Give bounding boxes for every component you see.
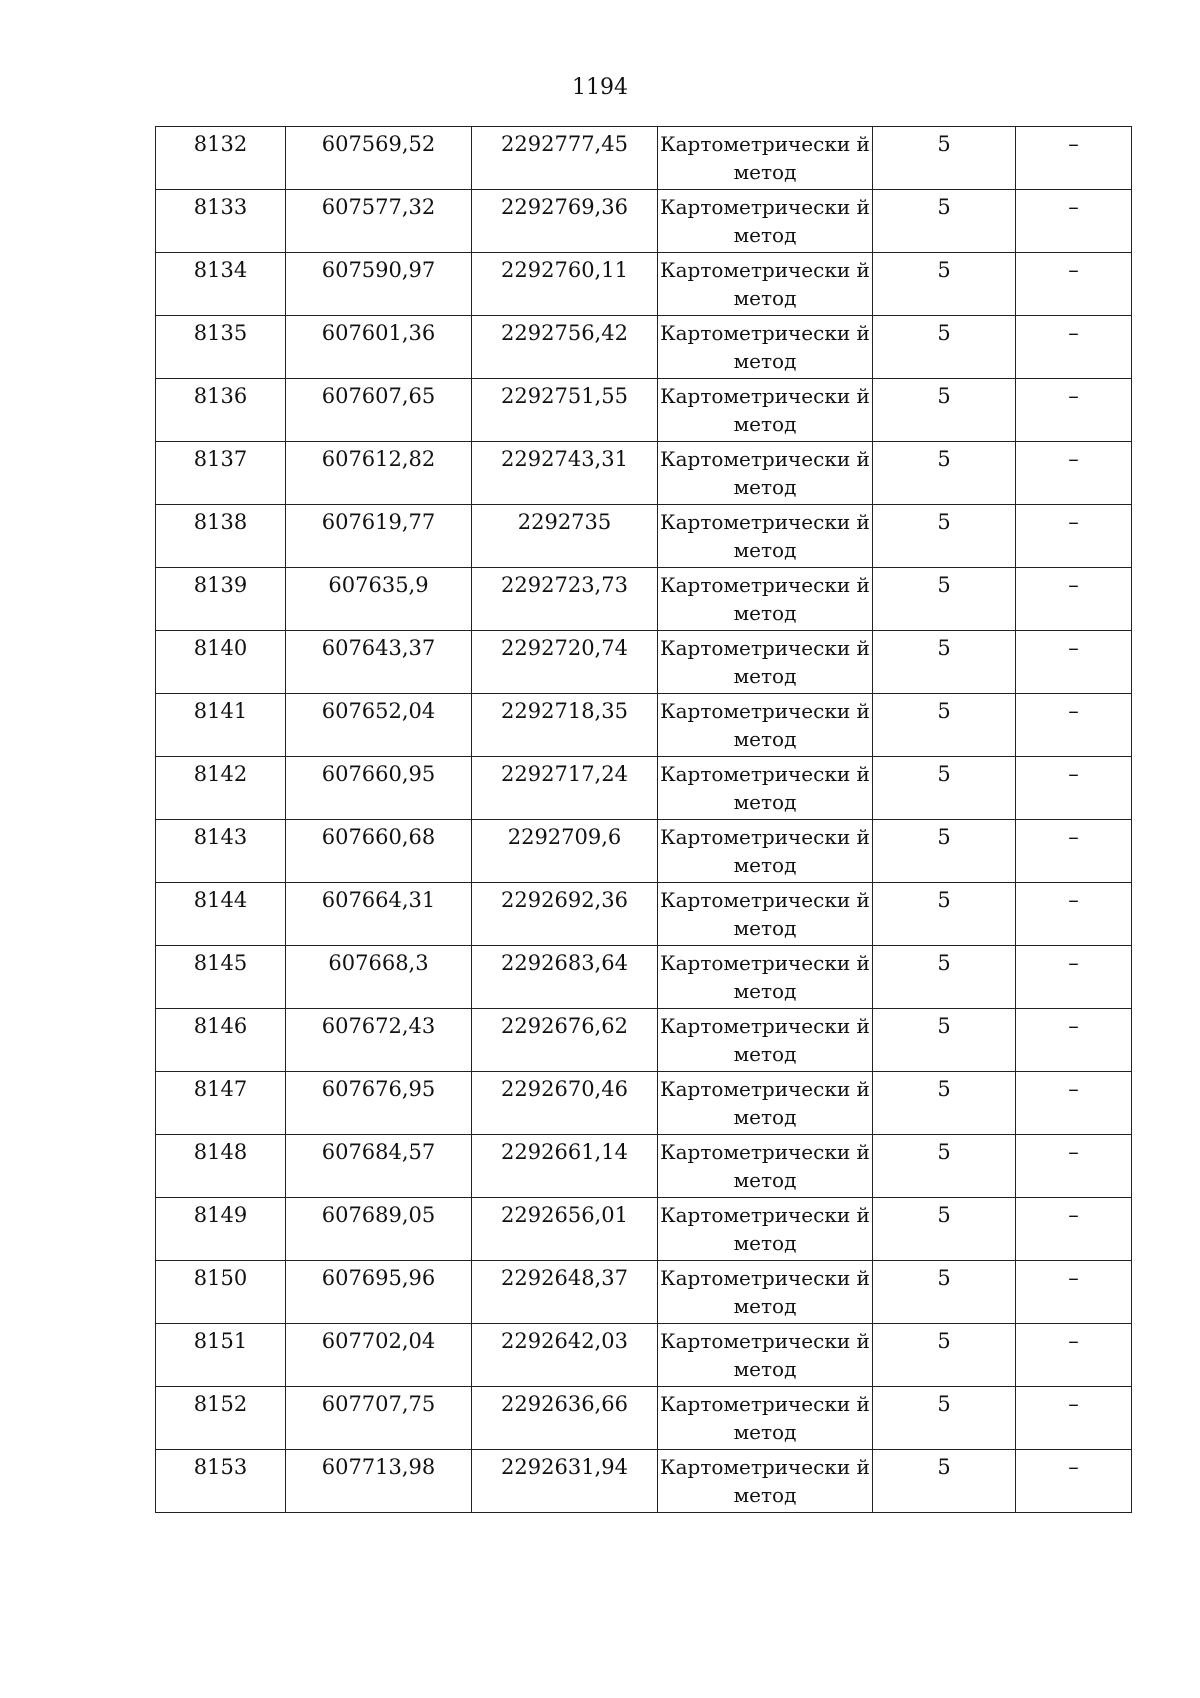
- y-coordinate-cell: 2292760,11: [472, 253, 658, 316]
- method-cell: Картометрически й метод: [658, 757, 873, 820]
- point-number-cell: 8133: [156, 190, 286, 253]
- y-coordinate-cell: 2292636,66: [472, 1387, 658, 1450]
- note-cell: –: [1016, 316, 1132, 379]
- point-number-cell: 8145: [156, 946, 286, 1009]
- x-coordinate-cell: 607672,43: [286, 1009, 472, 1072]
- table-row: [156, 1450, 1132, 1513]
- accuracy-cell: 5: [873, 1009, 1016, 1072]
- note-cell: –: [1016, 1135, 1132, 1198]
- table-row: [156, 883, 1132, 946]
- table-row: [156, 253, 1132, 316]
- point-number-cell: 8149: [156, 1198, 286, 1261]
- table-row: [156, 505, 1132, 568]
- x-coordinate-cell: 607601,36: [286, 316, 472, 379]
- y-coordinate-cell: 2292692,36: [472, 883, 658, 946]
- method-cell: Картометрически й метод: [658, 127, 873, 190]
- point-number-cell: 8150: [156, 1261, 286, 1324]
- method-cell: Картометрически й метод: [658, 1198, 873, 1261]
- table-row: [156, 1135, 1132, 1198]
- accuracy-cell: 5: [873, 1072, 1016, 1135]
- accuracy-cell: 5: [873, 883, 1016, 946]
- method-cell: Картометрически й метод: [658, 694, 873, 757]
- table-row: [156, 1324, 1132, 1387]
- y-coordinate-cell: 2292743,31: [472, 442, 658, 505]
- method-cell: Картометрически й метод: [658, 1135, 873, 1198]
- y-coordinate-cell: 2292751,55: [472, 379, 658, 442]
- method-cell: Картометрически й метод: [658, 946, 873, 1009]
- point-number-cell: 8151: [156, 1324, 286, 1387]
- accuracy-cell: 5: [873, 127, 1016, 190]
- point-number-cell: 8139: [156, 568, 286, 631]
- method-cell: Картометрически й метод: [658, 883, 873, 946]
- y-coordinate-cell: 2292661,14: [472, 1135, 658, 1198]
- accuracy-cell: 5: [873, 568, 1016, 631]
- point-number-cell: 8140: [156, 631, 286, 694]
- x-coordinate-cell: 607660,95: [286, 757, 472, 820]
- page-number: 1194: [572, 75, 628, 100]
- note-cell: –: [1016, 1198, 1132, 1261]
- x-coordinate-cell: 607684,57: [286, 1135, 472, 1198]
- y-coordinate-cell: 2292777,45: [472, 127, 658, 190]
- note-cell: –: [1016, 1009, 1132, 1072]
- x-coordinate-cell: 607664,31: [286, 883, 472, 946]
- point-number-cell: 8136: [156, 379, 286, 442]
- y-coordinate-cell: 2292709,6: [472, 820, 658, 883]
- y-coordinate-cell: 2292656,01: [472, 1198, 658, 1261]
- coordinates-table: [155, 126, 1132, 1513]
- table-row: [156, 820, 1132, 883]
- accuracy-cell: 5: [873, 631, 1016, 694]
- x-coordinate-cell: 607569,52: [286, 127, 472, 190]
- accuracy-cell: 5: [873, 1324, 1016, 1387]
- note-cell: –: [1016, 946, 1132, 1009]
- table-row: [156, 1072, 1132, 1135]
- point-number-cell: 8148: [156, 1135, 286, 1198]
- x-coordinate-cell: 607652,04: [286, 694, 472, 757]
- table-row: [156, 316, 1132, 379]
- y-coordinate-cell: 2292723,73: [472, 568, 658, 631]
- point-number-cell: 8132: [156, 127, 286, 190]
- y-coordinate-cell: 2292631,94: [472, 1450, 658, 1513]
- point-number-cell: 8152: [156, 1387, 286, 1450]
- accuracy-cell: 5: [873, 820, 1016, 883]
- y-coordinate-cell: 2292683,64: [472, 946, 658, 1009]
- x-coordinate-cell: 607590,97: [286, 253, 472, 316]
- y-coordinate-cell: 2292769,36: [472, 190, 658, 253]
- method-cell: Картометрически й метод: [658, 379, 873, 442]
- x-coordinate-cell: 607643,37: [286, 631, 472, 694]
- note-cell: –: [1016, 379, 1132, 442]
- note-cell: –: [1016, 190, 1132, 253]
- point-number-cell: 8144: [156, 883, 286, 946]
- note-cell: –: [1016, 1261, 1132, 1324]
- point-number-cell: 8142: [156, 757, 286, 820]
- method-cell: Картометрически й метод: [658, 505, 873, 568]
- y-coordinate-cell: 2292670,46: [472, 1072, 658, 1135]
- x-coordinate-cell: 607676,95: [286, 1072, 472, 1135]
- y-coordinate-cell: 2292648,37: [472, 1261, 658, 1324]
- x-coordinate-cell: 607660,68: [286, 820, 472, 883]
- accuracy-cell: 5: [873, 1450, 1016, 1513]
- note-cell: –: [1016, 442, 1132, 505]
- table-row: [156, 442, 1132, 505]
- point-number-cell: 8153: [156, 1450, 286, 1513]
- x-coordinate-cell: 607607,65: [286, 379, 472, 442]
- accuracy-cell: 5: [873, 1135, 1016, 1198]
- x-coordinate-cell: 607619,77: [286, 505, 472, 568]
- x-coordinate-cell: 607612,82: [286, 442, 472, 505]
- y-coordinate-cell: 2292676,62: [472, 1009, 658, 1072]
- y-coordinate-cell: 2292718,35: [472, 694, 658, 757]
- table-row: [156, 1261, 1132, 1324]
- method-cell: Картометрически й метод: [658, 1387, 873, 1450]
- method-cell: Картометрически й метод: [658, 190, 873, 253]
- point-number-cell: 8134: [156, 253, 286, 316]
- accuracy-cell: 5: [873, 190, 1016, 253]
- accuracy-cell: 5: [873, 505, 1016, 568]
- y-coordinate-cell: 2292735: [472, 505, 658, 568]
- note-cell: –: [1016, 694, 1132, 757]
- point-number-cell: 8143: [156, 820, 286, 883]
- note-cell: –: [1016, 1387, 1132, 1450]
- table-row: [156, 946, 1132, 1009]
- method-cell: Картометрически й метод: [658, 1009, 873, 1072]
- accuracy-cell: 5: [873, 442, 1016, 505]
- point-number-cell: 8137: [156, 442, 286, 505]
- table-row: [156, 379, 1132, 442]
- x-coordinate-cell: 607689,05: [286, 1198, 472, 1261]
- note-cell: –: [1016, 253, 1132, 316]
- table-row: [156, 1198, 1132, 1261]
- method-cell: Картометрически й метод: [658, 1261, 873, 1324]
- note-cell: –: [1016, 505, 1132, 568]
- note-cell: –: [1016, 820, 1132, 883]
- x-coordinate-cell: 607702,04: [286, 1324, 472, 1387]
- point-number-cell: 8141: [156, 694, 286, 757]
- method-cell: Картометрически й метод: [658, 316, 873, 379]
- y-coordinate-cell: 2292642,03: [472, 1324, 658, 1387]
- accuracy-cell: 5: [873, 1387, 1016, 1450]
- note-cell: –: [1016, 883, 1132, 946]
- x-coordinate-cell: 607577,32: [286, 190, 472, 253]
- method-cell: Картометрически й метод: [658, 820, 873, 883]
- table-row: [156, 1387, 1132, 1450]
- table-body: [156, 127, 1132, 1513]
- x-coordinate-cell: 607695,96: [286, 1261, 472, 1324]
- point-number-cell: 8147: [156, 1072, 286, 1135]
- point-number-cell: 8135: [156, 316, 286, 379]
- y-coordinate-cell: 2292756,42: [472, 316, 658, 379]
- method-cell: Картометрически й метод: [658, 631, 873, 694]
- table-row: [156, 568, 1132, 631]
- accuracy-cell: 5: [873, 1198, 1016, 1261]
- accuracy-cell: 5: [873, 1261, 1016, 1324]
- x-coordinate-cell: 607635,9: [286, 568, 472, 631]
- note-cell: –: [1016, 757, 1132, 820]
- table-row: [156, 127, 1132, 190]
- y-coordinate-cell: 2292717,24: [472, 757, 658, 820]
- method-cell: Картометрически й метод: [658, 442, 873, 505]
- accuracy-cell: 5: [873, 694, 1016, 757]
- x-coordinate-cell: 607668,3: [286, 946, 472, 1009]
- accuracy-cell: 5: [873, 757, 1016, 820]
- note-cell: –: [1016, 631, 1132, 694]
- table-row: [156, 694, 1132, 757]
- table-row: [156, 757, 1132, 820]
- method-cell: Картометрически й метод: [658, 1324, 873, 1387]
- accuracy-cell: 5: [873, 253, 1016, 316]
- x-coordinate-cell: 607707,75: [286, 1387, 472, 1450]
- note-cell: –: [1016, 568, 1132, 631]
- accuracy-cell: 5: [873, 316, 1016, 379]
- table-row: [156, 1009, 1132, 1072]
- method-cell: Картометрически й метод: [658, 1072, 873, 1135]
- note-cell: –: [1016, 1450, 1132, 1513]
- note-cell: –: [1016, 1072, 1132, 1135]
- y-coordinate-cell: 2292720,74: [472, 631, 658, 694]
- accuracy-cell: 5: [873, 379, 1016, 442]
- point-number-cell: 8146: [156, 1009, 286, 1072]
- accuracy-cell: 5: [873, 946, 1016, 1009]
- note-cell: –: [1016, 127, 1132, 190]
- method-cell: Картометрически й метод: [658, 568, 873, 631]
- table-row: [156, 631, 1132, 694]
- point-number-cell: 8138: [156, 505, 286, 568]
- note-cell: –: [1016, 1324, 1132, 1387]
- method-cell: Картометрически й метод: [658, 253, 873, 316]
- method-cell: Картометрически й метод: [658, 1450, 873, 1513]
- table-row: [156, 190, 1132, 253]
- x-coordinate-cell: 607713,98: [286, 1450, 472, 1513]
